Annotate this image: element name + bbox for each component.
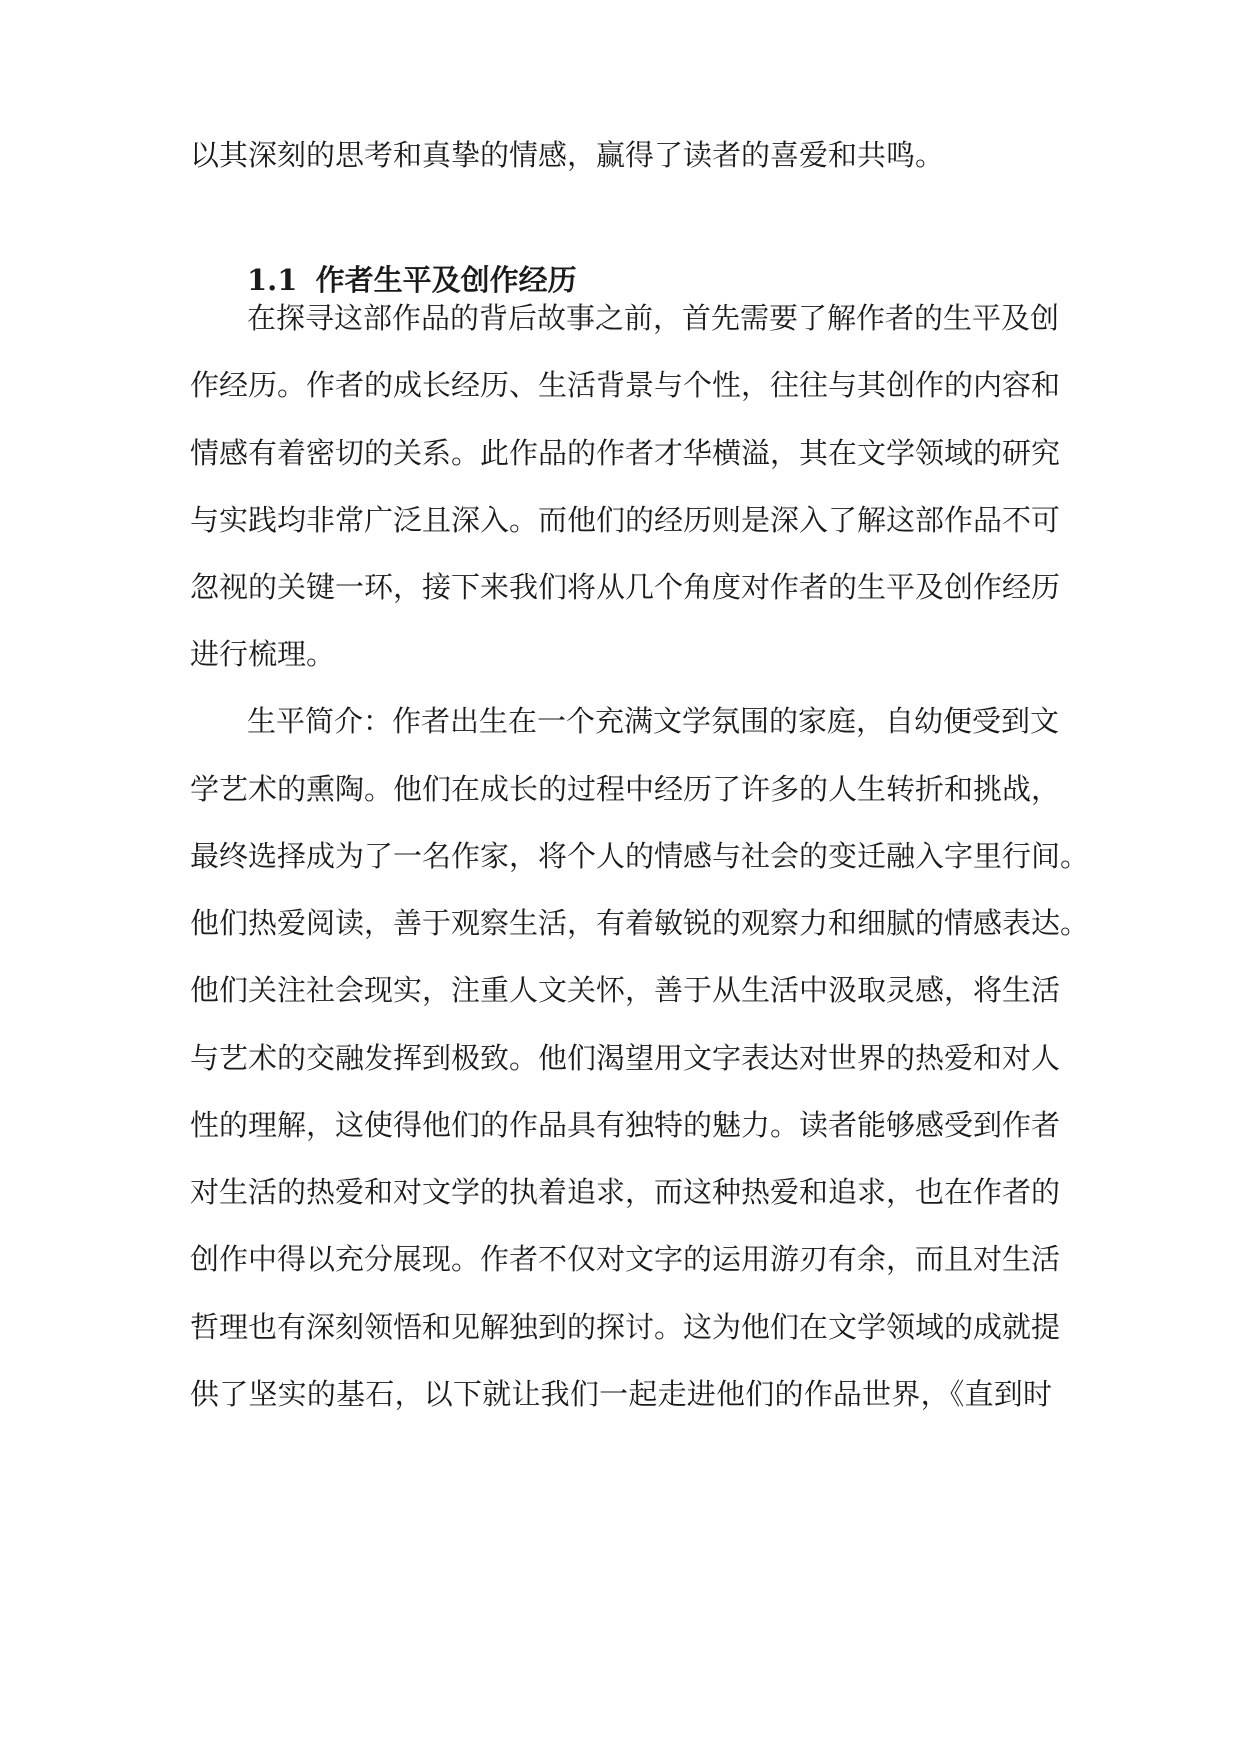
paragraph2-line: 性的理解，这使得他们的作品具有独特的魅力。读者能够感受到作者 — [190, 1108, 1061, 1142]
paragraph2-line: 最终选择成为了一名作家，将个人的情感与社会的变迁融入字里行间。 — [190, 839, 1090, 873]
paragraph2-line: 对生活的热爱和对文学的执着追求，而这种热爱和追求，也在作者的 — [190, 1175, 1061, 1209]
paragraph2-line: 生平简介：作者出生在一个充满文学氛围的家庭，自幼便受到文 — [247, 704, 1060, 738]
paragraph1-line: 与实践均非常广泛且深入。而他们的经历则是深入了解这部作品不可 — [190, 503, 1061, 537]
paragraph2-line: 创作中得以充分展现。作者不仅对文字的运用游刃有余，而且对生活 — [190, 1242, 1061, 1276]
section-title: 作者生平及创作经历 — [315, 263, 577, 297]
paragraph2-line: 与艺术的交融发挥到极致。他们渴望用文字表达对世界的热爱和对人 — [190, 1041, 1061, 1075]
paragraph1-line: 在探寻这部作品的背后故事之前，首先需要了解作者的生平及创 — [247, 301, 1060, 335]
intro-line: 以其深刻的思考和真挚的情感，赢得了读者的喜爱和共鸣。 — [190, 138, 945, 172]
section-number: 1.1 — [247, 263, 298, 297]
paragraph2-line: 他们关注社会现实，注重人文关怀，善于从生活中汲取灵感，将生活 — [190, 973, 1061, 1007]
paragraph2-line: 供了坚实的基石，以下就让我们一起走进他们的作品世界，《直到时 — [190, 1377, 1052, 1411]
paragraph1-line: 情感有着密切的关系。此作品的作者才华横溢，其在文学领域的研究 — [190, 436, 1061, 470]
paragraph2-line: 学艺术的熏陶。他们在成长的过程中经历了许多的人生转折和挑战， — [190, 772, 1061, 806]
paragraph1-line: 作经历。作者的成长经历、生活背景与个性，往往与其创作的内容和 — [190, 368, 1061, 402]
paragraph1-line: 进行梳理。 — [190, 637, 336, 671]
paragraph2-line: 哲理也有深刻领悟和见解独到的探讨。这为他们在文学领域的成就提 — [190, 1310, 1061, 1344]
paragraph2-line: 他们热爱阅读，善于观察生活，有着敏锐的观察力和细腻的情感表达。 — [190, 906, 1090, 940]
paragraph1-line: 忽视的关键一环，接下来我们将从几个角度对作者的生平及创作经历 — [190, 570, 1061, 604]
section-heading — [247, 262, 577, 298]
